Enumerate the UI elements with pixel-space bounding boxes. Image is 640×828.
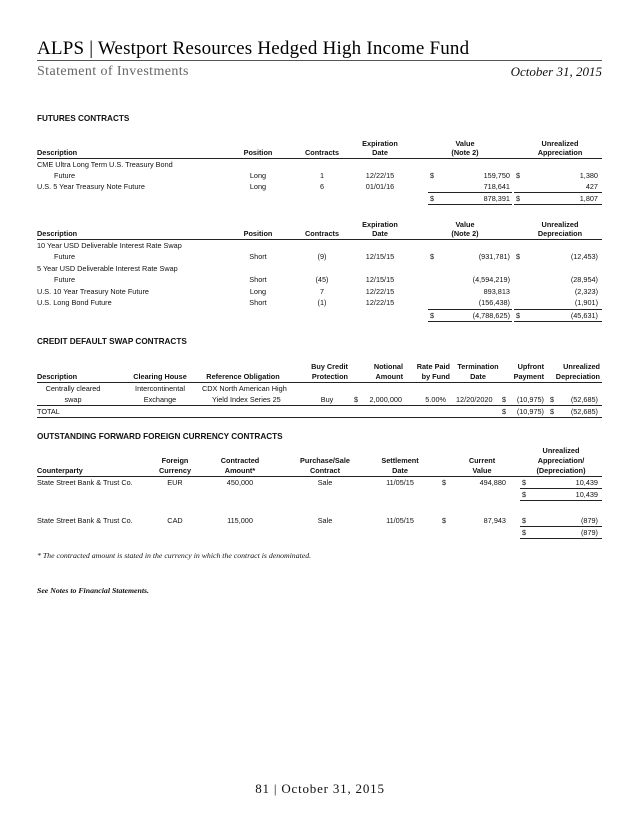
futures2-total-underline-value (428, 321, 512, 322)
futures2-total-unrealized: (45,631) (570, 311, 598, 320)
futures2-header-depreciation: Depreciation (537, 229, 583, 238)
futures1-total-underline-value (428, 204, 512, 205)
cds-row-notional-currency: $ (354, 395, 359, 404)
futures1-header-expiration: Expiration (362, 139, 398, 148)
futures1-header-value: Value (455, 139, 475, 148)
forwards-row2-total: (879) (580, 528, 598, 537)
forwards-row1-counterparty: State Street Bank & Trust Co. (37, 478, 133, 487)
forwards-row2-counterparty: State Street Bank & Trust Co. (37, 516, 133, 525)
cds-total-underline (37, 417, 602, 418)
forwards-row1-settlement: 11/05/15 (386, 478, 414, 487)
cds-header-rule (37, 382, 602, 383)
futures1-header-value-note: (Note 2) (451, 148, 479, 157)
futures2-header-value-note: (Note 2) (451, 229, 479, 238)
futures1-row2-position: Long (249, 182, 267, 191)
header-rule (37, 60, 602, 61)
forwards-header-value: Value (472, 466, 492, 475)
forwards-section-title: OUTSTANDING FORWARD FOREIGN CURRENCY CONTRACTS (37, 432, 283, 441)
futures2-row1-desc-cont: Future (54, 252, 76, 261)
futures2-row4-expiration: 12/22/15 (365, 298, 395, 307)
futures2-row4-value: (156,438) (478, 298, 510, 307)
futures1-row2-value: 718,641 (483, 182, 510, 191)
futures2-row2-contracts: (45) (315, 275, 329, 284)
futures1-header-unrealized: Unrealized (541, 139, 579, 148)
futures1-total-value-currency: $ (430, 194, 435, 203)
cds-header-buy-credit: Buy Credit (311, 362, 348, 371)
futures2-total-unrealized-currency: $ (516, 311, 521, 320)
forwards-row2-unrealized-currency: $ (522, 516, 527, 525)
cds-header-reference-obligation: Reference Obligation (206, 372, 280, 381)
cds-header-by-fund: by Fund (421, 372, 450, 381)
cds-total-upfront-currency: $ (502, 407, 507, 416)
futures1-row1-desc-cont: Future (54, 171, 76, 180)
forwards-header-settlement-date: Date (392, 466, 408, 475)
futures1-header-contracts: Contracts (304, 148, 340, 157)
forwards-row1-purchase: Sale (317, 478, 333, 487)
futures2-row1-unrealized: (12,453) (570, 252, 598, 261)
futures1-row1-contracts: 1 (319, 171, 325, 180)
futures1-row2-expiration: 01/01/16 (365, 182, 395, 191)
futures1-total-underline-unrealized (514, 204, 602, 205)
forwards-row2-rule (520, 526, 602, 527)
forwards-header-purchase-sale: Purchase/Sale (300, 456, 350, 465)
forwards-header-current: Current (468, 456, 496, 465)
futures1-row1-expiration: 12/22/15 (365, 171, 395, 180)
futures1-header-appreciation: Appreciation (537, 148, 583, 157)
forwards-header-currency: Currency (158, 466, 192, 475)
forwards-header-amount: Amount* (224, 466, 256, 475)
cds-row-clearing-house-cont: Exchange (143, 395, 177, 404)
futures2-row1-value: (931,781) (478, 252, 510, 261)
futures1-row2-desc: U.S. 5 Year Treasury Note Future (37, 182, 145, 191)
forwards-header-depreciation: (Depreciation) (536, 466, 586, 475)
futures-section-title: FUTURES CONTRACTS (37, 114, 130, 123)
futures2-row2-expiration: 12/15/15 (365, 275, 395, 284)
forwards-header-foreign: Foreign (161, 456, 189, 465)
cds-total-unrealized: (52,685) (570, 407, 598, 416)
forwards-row2-amount: 115,000 (227, 516, 253, 525)
futures2-row1-contracts: (9) (317, 252, 327, 261)
futures2-header-rule (37, 239, 602, 240)
futures2-header-expiration: Expiration (362, 220, 398, 229)
forwards-row1-total-currency: $ (522, 490, 527, 499)
forwards-row2-unrealized: (879) (580, 516, 598, 525)
futures2-header-unrealized: Unrealized (541, 220, 579, 229)
forwards-row2-total-currency: $ (522, 528, 527, 537)
cds-header-clearing-house: Clearing House (133, 372, 187, 381)
futures1-total-unrealized: 1,807 (579, 194, 598, 203)
forwards-header-settlement: Settlement (381, 456, 419, 465)
futures1-header-expiration-date: Date (372, 148, 388, 157)
cds-row-desc-cont: swap (64, 395, 82, 404)
futures1-row1-desc: CME Ultra Long Term U.S. Treasury Bond (37, 160, 173, 169)
futures2-row3-desc: U.S. 10 Year Treasury Note Future (37, 287, 149, 296)
forwards-header-unrealized: Unrealized (542, 446, 580, 455)
forwards-row1-rule (520, 488, 602, 489)
futures1-total-rule-value (428, 192, 512, 193)
statement-date: October 31, 2015 (510, 64, 602, 79)
cds-row-rate: 5.00% (425, 395, 446, 404)
cds-header-termination-date: Date (470, 372, 486, 381)
futures2-row3-value: 893,813 (483, 287, 510, 296)
futures2-total-underline-unrealized (514, 321, 602, 322)
futures2-row4-position: Short (249, 298, 267, 307)
cds-header-depreciation: Depreciation (555, 372, 600, 381)
cds-row-upfront: (10,975) (516, 395, 544, 404)
futures2-row4-contracts: (1) (317, 298, 327, 307)
forwards-header-rule (37, 476, 602, 477)
futures2-row2-desc-cont: Future (54, 275, 76, 284)
cds-header-rate-paid: Rate Paid (416, 362, 450, 371)
page-footer: 81 | October 31, 2015 (255, 781, 385, 796)
cds-row-unrealized: (52,685) (570, 395, 598, 404)
document-subtitle: Statement of Investments (37, 64, 189, 79)
futures1-row1-position: Long (249, 171, 267, 180)
forwards-header-contract: Contract (310, 466, 340, 475)
forwards-row2-value-currency: $ (442, 516, 447, 525)
cds-row-desc: Centrally cleared (45, 384, 101, 393)
forwards-row2-currency: CAD (167, 516, 183, 525)
cds-total-unrealized-currency: $ (550, 407, 555, 416)
cds-row-reference: CDX North American High (202, 384, 287, 393)
forwards-row1-unrealized-currency: $ (522, 478, 527, 487)
futures2-row2-unrealized: (28,954) (570, 275, 598, 284)
futures2-total-value-currency: $ (430, 311, 435, 320)
forwards-row1-amount: 450,000 (226, 478, 254, 487)
futures1-row1-value: 159,750 (483, 171, 510, 180)
futures1-header-description: Description (37, 148, 78, 157)
futures1-row2-unrealized: 427 (585, 182, 598, 191)
cds-header-amount: Amount (375, 372, 403, 381)
forwards-row2-underline (520, 538, 602, 539)
cds-row-clearing-house: Intercontinental (135, 384, 185, 393)
futures1-row1-unrealized-currency: $ (516, 171, 521, 180)
cds-header-description: Description (37, 372, 78, 381)
forwards-row1-value-currency: $ (442, 478, 447, 487)
futures2-row1-desc: 10 Year USD Deliverable Interest Rate Swap (37, 241, 182, 250)
cds-header-notional: Notional (373, 362, 403, 371)
futures2-row1-unrealized-currency: $ (516, 252, 521, 261)
document-title: ALPS | Westport Resources Hedged High Income Fund (37, 38, 470, 59)
cds-header-unrealized: Unrealized (563, 362, 600, 371)
cds-header-upfront: Upfront (517, 362, 544, 371)
cds-row-reference-cont: Yield Index Series 25 (212, 395, 281, 404)
futures2-header-position: Position (243, 229, 273, 238)
cds-header-protection: Protection (311, 372, 348, 381)
cds-total-upfront: (10,975) (516, 407, 544, 416)
futures1-row2-contracts: 6 (319, 182, 325, 191)
forwards-row2-value: 87,943 (483, 516, 506, 525)
forwards-row2-purchase: Sale (317, 516, 333, 525)
futures1-row1-unrealized: 1,380 (579, 171, 598, 180)
futures2-row3-position: Long (249, 287, 267, 296)
futures2-header-expiration-date: Date (372, 229, 388, 238)
forwards-header-counterparty: Counterparty (37, 466, 83, 475)
forwards-header-appreciation: Appreciation/ (537, 456, 585, 465)
futures1-header-rule (37, 158, 602, 159)
futures2-total-rule-unrealized (514, 309, 602, 310)
futures2-row3-unrealized: (2,323) (574, 287, 598, 296)
futures2-header-contracts: Contracts (304, 229, 340, 238)
forwards-row1-unrealized: 10,439 (575, 478, 598, 487)
futures1-total-value: 878,391 (483, 194, 510, 203)
futures2-row2-position: Short (249, 275, 267, 284)
forwards-row1-value: 494,880 (479, 478, 506, 487)
futures2-row1-position: Short (249, 252, 267, 261)
futures2-total-rule-value (428, 309, 512, 310)
cds-row-upfront-currency: $ (502, 395, 507, 404)
cds-row-buy: Buy (320, 395, 334, 404)
forwards-header-contracted: Contracted (220, 456, 260, 465)
forwards-row1-currency: EUR (167, 478, 183, 487)
cds-row-termination: 12/20/2020 (456, 395, 493, 404)
futures2-row3-contracts: 7 (319, 287, 325, 296)
futures2-row1-expiration: 12/15/15 (365, 252, 395, 261)
futures2-row4-desc: U.S. Long Bond Future (37, 298, 112, 307)
cds-header-termination: Termination (457, 362, 499, 371)
futures2-row2-desc: 5 Year USD Deliverable Interest Rate Swap (37, 264, 178, 273)
footnote: * The contracted amount is stated in the currency in which the contract is denominated. (37, 551, 312, 560)
cds-total-label: TOTAL (37, 407, 60, 416)
futures2-row4-unrealized: (1,901) (574, 298, 598, 307)
forwards-row1-underline (520, 500, 602, 501)
futures2-total-value: (4,788,625) (472, 311, 510, 320)
see-notes-link: See Notes to Financial Statements. (37, 586, 149, 595)
cds-row-unrealized-currency: $ (550, 395, 555, 404)
cds-header-payment: Payment (513, 372, 544, 381)
cds-row-notional: 2,000,000 (369, 395, 402, 404)
cds-total-rule (37, 405, 602, 406)
futures1-header-position: Position (243, 148, 273, 157)
futures2-row2-value: (4,594,219) (472, 275, 510, 284)
futures2-row3-expiration: 12/22/15 (365, 287, 395, 296)
forwards-row2-settlement: 11/05/15 (386, 516, 414, 525)
futures1-total-unrealized-currency: $ (516, 194, 521, 203)
forwards-row1-total: 10,439 (575, 490, 598, 499)
futures1-row1-value-currency: $ (430, 171, 435, 180)
futures2-header-description: Description (37, 229, 78, 238)
futures1-total-rule-unrealized (514, 192, 602, 193)
futures2-row1-value-currency: $ (430, 252, 435, 261)
futures2-header-value: Value (455, 220, 475, 229)
cds-section-title: CREDIT DEFAULT SWAP CONTRACTS (37, 337, 187, 346)
